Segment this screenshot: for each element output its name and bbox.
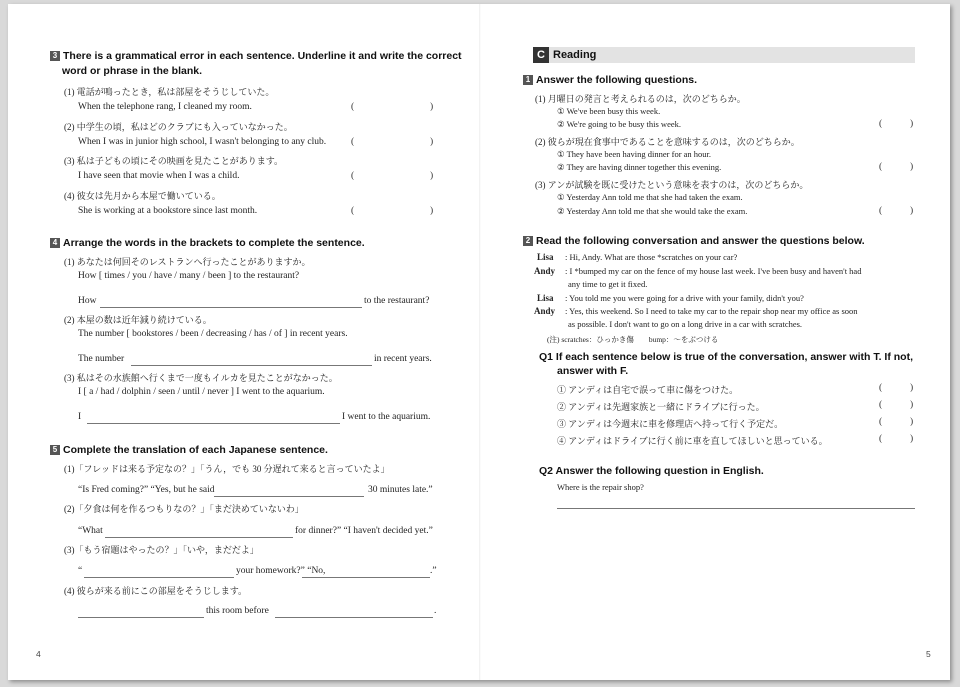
reading-q2-title: 2 Read the following conversation and answer the questions below. — [523, 235, 865, 247]
q1-item-3-jp: (3) アンが試験を既に受けたという意味を表すのは，次のどちらか。 — [535, 180, 809, 190]
right-page-number: 5 — [926, 649, 931, 659]
s4-item-3-jp: (3) 私はその水族館へ行くまで一度もイルカを見たことがなかった。 — [64, 373, 338, 383]
s5-item-1-b: 30 minutes late.” — [368, 485, 433, 495]
section-letter-badge: C — [533, 47, 549, 63]
s5-item-3-answer-line-1[interactable] — [84, 577, 234, 578]
q2-sub1-item-1-answer-close: ) — [910, 383, 914, 393]
dialogue-line-4: Andy : Yes, this weekend. So I need to take my car to the repair shop near my office as soon — [534, 306, 858, 316]
s5-item-4-b: this room before — [206, 606, 269, 616]
q2-sub1-item-1: ① アンディは自宅で誤って車に傷をつけた。 — [557, 385, 739, 395]
dialogue-line-1: Lisa : Hi, Andy. What are those *scratches on your car? — [537, 252, 738, 262]
q2-sub1-item-1-answer-open[interactable]: ( — [879, 383, 883, 393]
s3-item-4-answer-open[interactable]: ( — [351, 206, 355, 216]
q2-sub1-item-3-answer-close: ) — [910, 417, 914, 427]
section-5-title: 5 Complete the translation of each Japanese sentence. — [50, 444, 328, 456]
section-3-number: 3 — [50, 51, 60, 61]
q2-sub1-item-2-answer-close: ) — [910, 400, 914, 410]
s5-item-3-b: your homework?” “No, — [236, 566, 326, 576]
s4-item-3-answer-end: I went to the aquarium. — [342, 412, 431, 422]
s4-item-3-en: I [ a / had / dolphin / seen / until / never ] I went to the aquarium. — [78, 387, 325, 397]
s4-item-3-answer-start: I — [78, 412, 82, 422]
q2-sub1-title-line2: answer with F. — [557, 365, 629, 377]
q2-sub1-item-4-answer-close: ) — [910, 434, 914, 444]
s3-item-2-en: When I was in junior high school, I wasn't belonging to any club. — [78, 137, 327, 147]
s4-item-1-en: How [ times / you / have / many / been ] to the restaurant? — [78, 271, 300, 281]
dialogue-speaker-4: Andy — [534, 306, 556, 316]
q2-sub2-question: Where is the repair shop? — [557, 482, 644, 492]
q1-item-3-answer-close: ) — [910, 206, 914, 216]
s3-item-1-answer-open[interactable]: ( — [351, 102, 355, 112]
workbook-spread — [8, 4, 950, 680]
dialogue-speaker-3: Lisa — [537, 293, 554, 303]
q2-sub1-item-2: ② アンディは先週家族と一緒にドライブに行った。 — [557, 402, 765, 412]
q1-item-1-answer-open[interactable]: ( — [879, 119, 883, 129]
s4-item-1-answer-start: How — [78, 296, 97, 306]
q1-item-2-jp: (2) 彼らが現在食事中であることを意味するのは，次のどちらか。 — [535, 137, 800, 147]
q1-item-2-option-1: ① They have been having dinner for an hour. — [557, 149, 712, 159]
q1-item-3-answer-open[interactable]: ( — [879, 206, 883, 216]
q2-sub1-item-3-answer-open[interactable]: ( — [879, 417, 883, 427]
s4-item-2-jp: (2) 本屋の数は近年減り続けている。 — [64, 315, 212, 325]
q2-sub2-title: Q2 Answer the following question in English. — [539, 465, 764, 477]
s4-item-1-jp: (1) あなたは何回そのレストランへ行ったことがありますか。 — [64, 257, 311, 267]
s4-item-1-answer-end: to the restaurant? — [364, 296, 430, 306]
s4-item-2-answer-start: The number — [78, 354, 125, 364]
q1-item-3-option-1: ① Yesterday Ann told me that she had taken the exam. — [557, 192, 743, 202]
section-3-title-line1: 3 There is a grammatical error in each sentence. Underline it and write the correct — [50, 50, 462, 62]
q1-item-3-option-2: ② Yesterday Ann told me that she would take the exam. — [557, 206, 748, 216]
left-page — [8, 4, 479, 680]
dialogue-line-4-cont: as possible. I don't want to go on a long drive in a car with scratches. — [568, 319, 803, 329]
s5-item-1-answer-line[interactable] — [214, 496, 364, 497]
s3-item-3-answer-open[interactable]: ( — [351, 171, 355, 181]
section-4-number: 4 — [50, 238, 60, 248]
s5-item-1-jp: (1)「フレッドは来る予定なの？」「うん，でも 30 分遅れて来ると言っていたよ」 — [64, 464, 390, 474]
q1-item-1-jp: (1) 月曜日の発言と考えられるのは，次のどちらか。 — [535, 94, 746, 104]
q2-sub1-item-2-answer-open[interactable]: ( — [879, 400, 883, 410]
s5-item-4-answer-line-2[interactable] — [275, 617, 433, 618]
s5-item-3-c: .” — [430, 566, 437, 576]
s3-item-3-answer-close: ) — [430, 171, 434, 181]
s3-item-3-jp: (3) 私は子どもの頃にその映画を見たことがあります。 — [64, 156, 284, 166]
s3-item-3-en: I have seen that movie when I was a child. — [78, 171, 240, 181]
s5-item-1-a: “Is Fred coming?” “Yes, but he said — [78, 485, 215, 495]
dialogue-line-3: Lisa : You told me you were going for a drive with your family, didn't you? — [537, 293, 804, 303]
s3-item-1-jp: (1) 電話が鳴ったとき，私は部屋をそうじしていた。 — [64, 87, 275, 97]
section-4-title: 4 Arrange the words in the brackets to complete the sentence. — [50, 237, 365, 249]
s5-item-3-jp: (3)「もう宿題はやったの？」「いや，まだだよ」 — [64, 545, 259, 555]
q1-item-2-answer-open[interactable]: ( — [879, 162, 883, 172]
s5-item-4-answer-line-1[interactable] — [78, 617, 204, 618]
q2-sub1-item-4-answer-open[interactable]: ( — [879, 434, 883, 444]
s5-item-4-jp: (4) 彼らが来る前にこの部屋をそうじします。 — [64, 586, 248, 596]
q2-sub1-item-3: ③ アンディは今週末に車を修理店へ持って行く予定だ。 — [557, 419, 784, 429]
s3-item-2-answer-open[interactable]: ( — [351, 137, 355, 147]
left-page-number: 4 — [36, 649, 41, 659]
s4-item-1-answer-line[interactable] — [100, 307, 362, 308]
reading-q2-number: 2 — [523, 236, 533, 246]
q2-sub1-item-4: ④ アンディはドライブに行く前に車を直してほしいと思っている。 — [557, 436, 828, 446]
dialogue-speaker-2: Andy — [534, 266, 556, 276]
s5-item-2-b: for dinner?” “I haven't decided yet.” — [295, 526, 433, 536]
q2-sub2-answer-line[interactable] — [557, 508, 915, 509]
right-page — [479, 4, 950, 680]
s4-item-3-answer-line[interactable] — [87, 423, 340, 424]
dialogue-line-2: Andy : I *bumped my car on the fence of my house last week. I've been busy and haven't had — [534, 266, 862, 276]
s5-item-3-a: “ — [78, 566, 83, 576]
s3-item-4-en: She is working at a bookstore since last month. — [78, 206, 258, 216]
vocabulary-note: (注) scratches：ひっかき傷 bump：～をぶつける — [547, 335, 719, 344]
dialogue-line-2-cont: any time to get it fixed. — [568, 279, 648, 289]
q1-item-2-option-2: ② They are having dinner together this evening. — [557, 162, 722, 172]
s3-item-1-en: When the telephone rang, I cleaned my room. — [78, 102, 252, 112]
s3-item-2-answer-close: ) — [430, 137, 434, 147]
reading-section-header — [533, 47, 915, 63]
q1-item-2-answer-close: ) — [910, 162, 914, 172]
s3-item-4-jp: (4) 彼女は先月から本屋で働いている。 — [64, 191, 221, 201]
s4-item-2-answer-end: in recent years. — [374, 354, 432, 364]
reading-q1-number: 1 — [523, 75, 533, 85]
q1-item-1-option-2: ② We're going to be busy this week. — [557, 119, 681, 129]
dialogue-speaker-1: Lisa — [537, 252, 554, 262]
s4-item-2-answer-line[interactable] — [131, 365, 372, 366]
reading-q1-title: 1 Answer the following questions. — [523, 74, 697, 86]
q1-item-1-option-1: ① We've been busy this week. — [557, 106, 661, 116]
s5-item-2-answer-line[interactable] — [105, 537, 293, 538]
s5-item-4-c: . — [434, 606, 437, 616]
section-5-number: 5 — [50, 445, 60, 455]
section-3-title-line2: word or phrase in the blank. — [62, 65, 203, 77]
s3-item-1-answer-close: ) — [430, 102, 434, 112]
q1-item-1-answer-close: ) — [910, 119, 914, 129]
s5-item-2-a: “What — [78, 526, 103, 536]
s5-item-3-answer-line-2[interactable] — [302, 577, 430, 578]
s3-item-4-answer-close: ) — [430, 206, 434, 216]
s4-item-2-en: The number [ bookstores / been / decreasing / has / of ] in recent years. — [78, 329, 348, 339]
q2-sub1-title-line1: Q1 If each sentence below is true of the conversation, answer with T. If not, — [539, 351, 913, 363]
section-title: Reading — [553, 49, 597, 61]
s3-item-2-jp: (2) 中学生の頃，私はどのクラブにも入っていなかった。 — [64, 122, 293, 132]
s5-item-2-jp: (2)「夕食は何を作るつもりなの？」「まだ決めていないわ」 — [64, 504, 304, 514]
